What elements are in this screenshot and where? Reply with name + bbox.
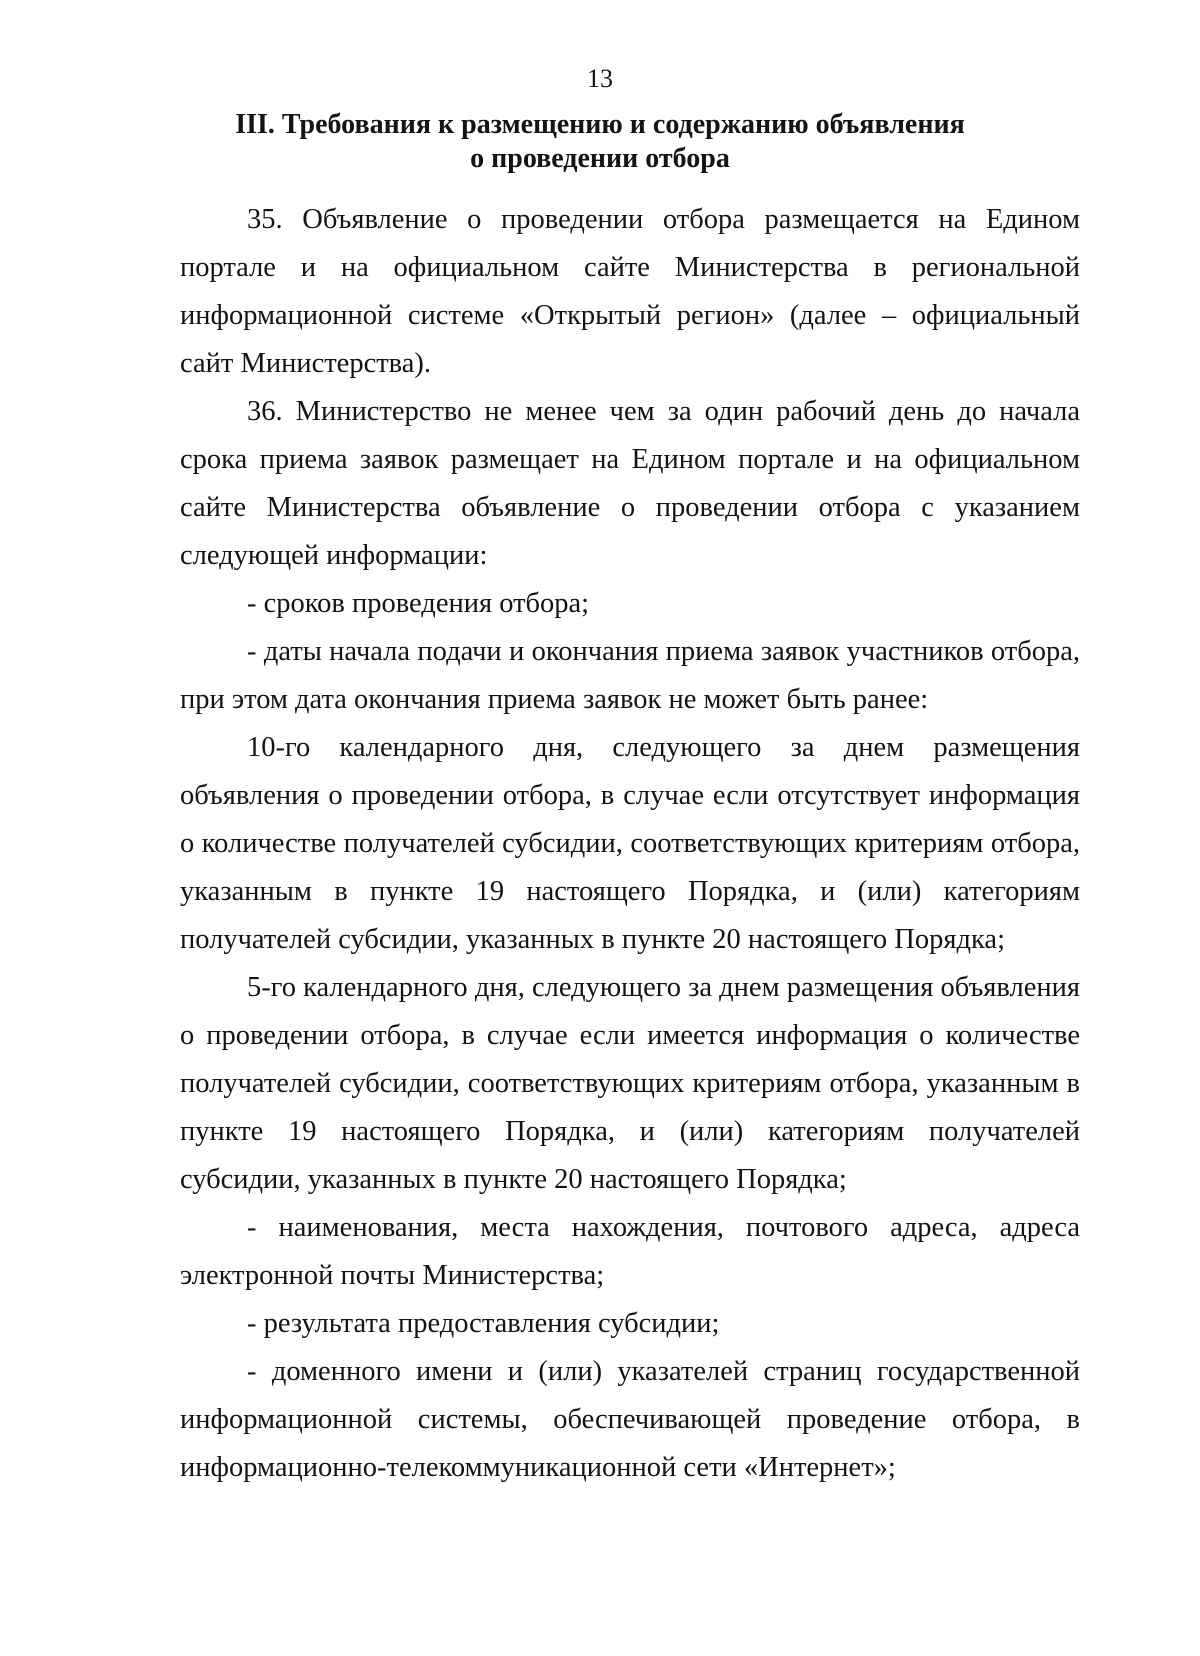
list-item-domain-name: - доменного имени и (или) указателей страниц государственной информационной системы, обеспечивающей проведение отбора, в информационно-телекоммуникационной сети «Интернет»; [180, 1356, 1080, 1483]
list-item-selection-terms: - сроков проведения отбора; [247, 588, 590, 619]
document-body [180, 196, 1080, 1492]
list-item-application-dates: - даты начала подачи и окончания приема заявок участников отбора, при этом дата окончания приема заявок не может быть ранее: [180, 636, 1080, 715]
subitem-10th-day: 10-го календарного дня, следующего за днем размещения объявления о проведении отбора, в случае если отсутствует информация о количестве получателей субсидии, соответствующих критериям отбора, указанным в пункте 19 настоящего Порядка, и (или) категориям получателей субсидии, указанных в пункте 20 настоящего Порядка; [180, 732, 1080, 955]
list-item-subsidy-result: - результата предоставления субсидии; [247, 1308, 720, 1339]
paragraph-36: 36. Министерство не менее чем за один рабочий день до начала срока приема заявок размещает на Едином портале и на официальном сайте Министерства объявление о проведении отбора с указанием следующей информации: [180, 396, 1080, 571]
paragraph-35: 35. Объявление о проведении отбора размещается на Едином портале и на официальном сайте Министерства в региональной информационной системе «Открытый регион» (далее – официальный сайт Министерства). [180, 204, 1080, 379]
subitem-5th-day: 5-го календарного дня, следующего за днем размещения объявления о проведении отбора, в случае если имеется информация о количестве получателей субсидии, соответствующих критериям отбора, указанным в пункте 19 настоящего Порядка, и (или) категориям получателей субсидии, указанных в пункте 20 настоящего Порядка; [180, 972, 1080, 1195]
section-heading-line-1: III. Требования к размещению и содержанию объявления [235, 109, 965, 140]
section-heading [160, 108, 1040, 176]
section-heading-line-2: о проведении отбора [470, 143, 730, 174]
page-number: 13 [587, 64, 613, 93]
list-item-ministry-address: - наименования, места нахождения, почтового адреса, адреса электронной почты Министерства; [180, 1212, 1080, 1291]
